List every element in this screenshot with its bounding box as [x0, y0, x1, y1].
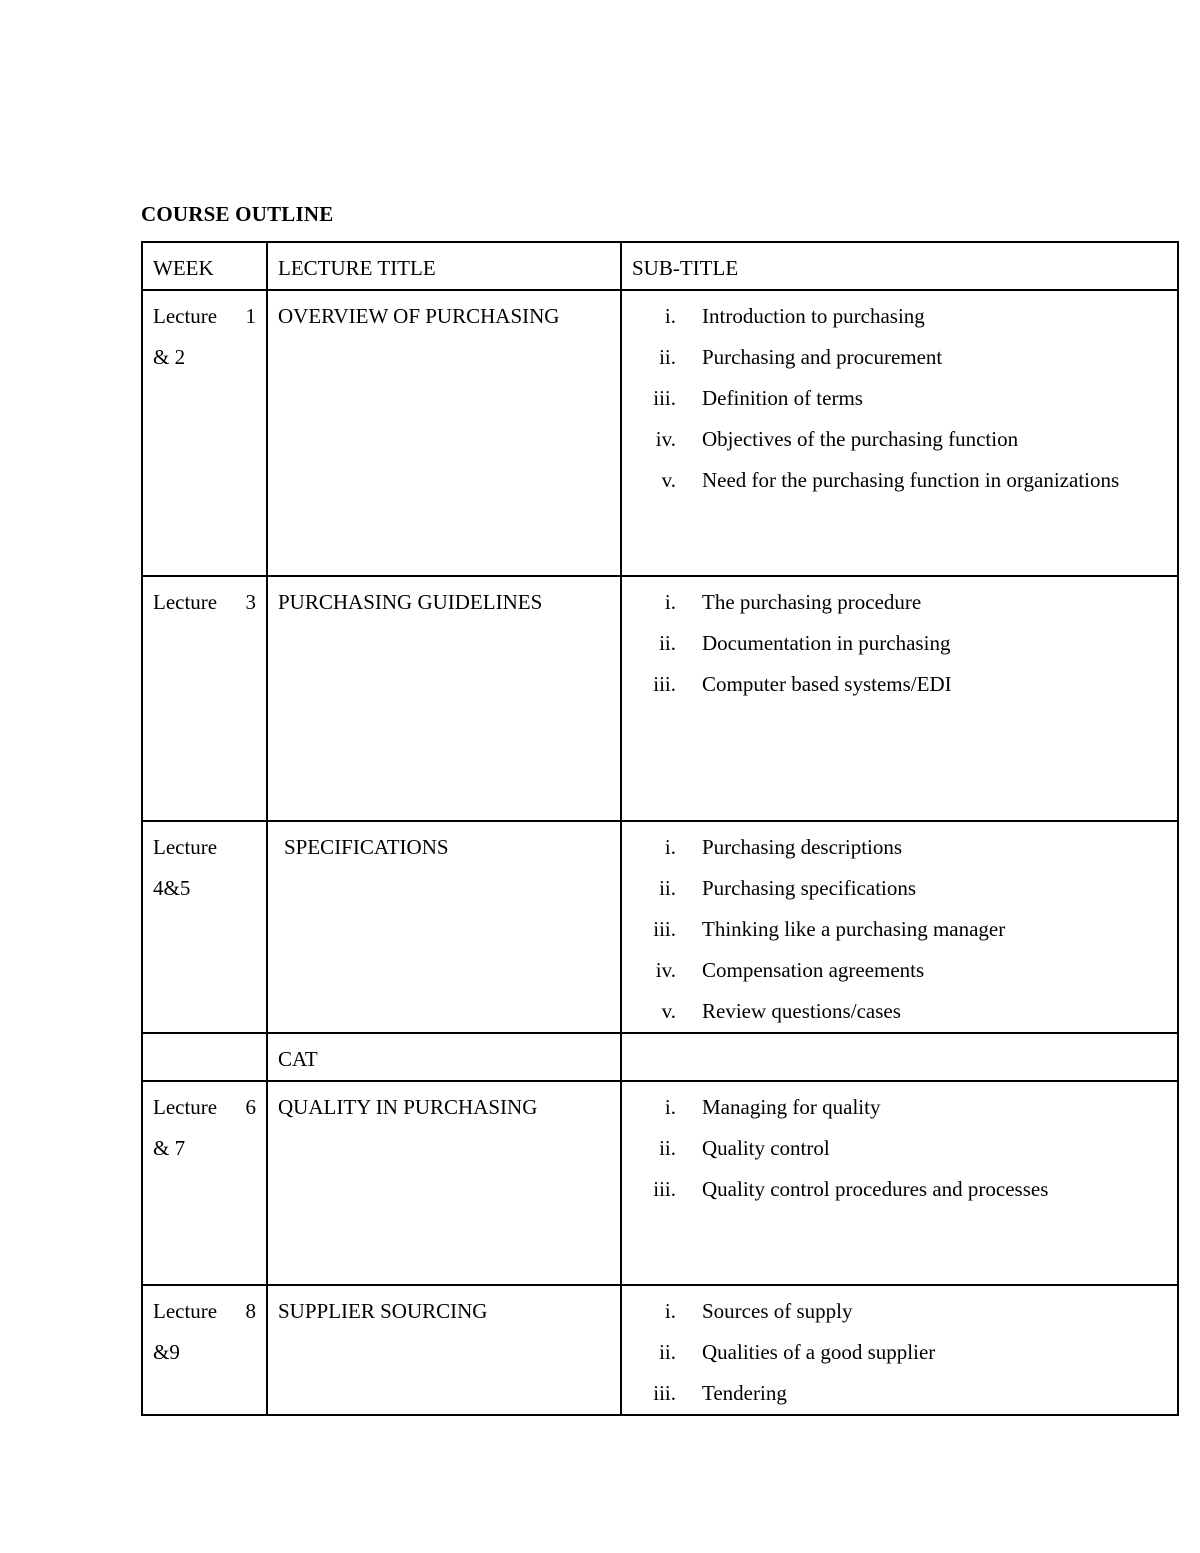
list-item-text: Purchasing specifications [702, 876, 917, 900]
list-item-text: Quality control [702, 1136, 830, 1160]
week-cell [142, 1081, 267, 1285]
lecture-title-cell: QUALITY IN PURCHASING [267, 1081, 621, 1285]
list-item [632, 378, 1167, 419]
list-item-text: Quality control procedures and processes [702, 1177, 1049, 1201]
list-item-text: Introduction to purchasing [702, 304, 925, 328]
list-item [632, 1169, 1167, 1210]
week-line: Lecture [153, 835, 218, 859]
list-item [632, 1087, 1167, 1128]
table-row [142, 290, 1178, 576]
list-item-number: v. [661, 999, 676, 1023]
list-item-number: v. [661, 468, 676, 492]
table-header-row [142, 242, 1178, 290]
list-item-number: iii. [653, 1381, 676, 1405]
list-item-number: iv. [655, 427, 676, 451]
list-item [632, 1128, 1167, 1169]
table-row [142, 821, 1178, 1033]
list-item-text: Tendering [702, 1381, 787, 1405]
week-line: Lecture 3 [153, 590, 256, 614]
list-item-number: i. [664, 835, 676, 859]
list-item-number: i. [664, 1299, 676, 1323]
list-item [632, 1291, 1167, 1332]
list-item-text: Computer based systems/EDI [702, 672, 952, 696]
list-item [632, 950, 1167, 991]
list-item-number: iii. [653, 672, 676, 696]
list-item [632, 623, 1167, 664]
list-item-text: Qualities of a good supplier [702, 1340, 936, 1364]
list-item-number: ii. [659, 345, 676, 369]
lecture-title-cell: SPECIFICATIONS [267, 821, 621, 1033]
week-line: & 7 [153, 1136, 186, 1160]
header-lecture-title: LECTURE TITLE [267, 242, 621, 290]
table-row [142, 576, 1178, 821]
list-item [632, 460, 1167, 501]
header-sub-title: SUB-TITLE [621, 242, 1178, 290]
sub-title-cell [621, 1285, 1178, 1415]
list-item-number: ii. [659, 631, 676, 655]
list-item-text: Thinking like a purchasing manager [702, 917, 1006, 941]
sub-title-cell [621, 821, 1178, 1033]
list-item [632, 827, 1167, 868]
list-item-text: Managing for quality [702, 1095, 881, 1119]
lecture-title-cell: SUPPLIER SOURCING [267, 1285, 621, 1415]
list-item-text: Compensation agreements [702, 958, 925, 982]
list-item-text: Definition of terms [702, 386, 863, 410]
list-item-text: Documentation in purchasing [702, 631, 951, 655]
list-item [632, 296, 1167, 337]
week-line: Lecture 1 [153, 304, 256, 328]
list-item-number: iii. [653, 1177, 676, 1201]
course-outline-table [141, 241, 1179, 1416]
sub-title-cell [621, 290, 1178, 576]
list-item [632, 1332, 1167, 1373]
header-week: WEEK [142, 242, 267, 290]
week-line: Lecture 6 [153, 1095, 256, 1119]
week-line: 4&5 [153, 876, 191, 900]
sub-title-cell [621, 1033, 1178, 1081]
list-item-text: Purchasing descriptions [702, 835, 903, 859]
list-item-number: iii. [653, 917, 676, 941]
lecture-title-cell: CAT [267, 1033, 621, 1081]
list-item-text: Need for the purchasing function in organizations [702, 468, 1120, 492]
list-item-number: i. [664, 304, 676, 328]
list-item-number: ii. [659, 1340, 676, 1364]
list-item-text: Objectives of the purchasing function [702, 427, 1019, 451]
lecture-title-cell: OVERVIEW OF PURCHASING [267, 290, 621, 576]
list-item-number: i. [664, 1095, 676, 1119]
list-item-number: ii. [659, 1136, 676, 1160]
week-cell [142, 290, 267, 576]
list-item-text: Review questions/cases [702, 999, 901, 1023]
list-item [632, 991, 1167, 1032]
list-item [632, 909, 1167, 950]
list-item [632, 1373, 1167, 1414]
list-item-number: ii. [659, 876, 676, 900]
list-item-number: iv. [655, 958, 676, 982]
list-item [632, 419, 1167, 460]
list-item [632, 868, 1167, 909]
lecture-title-cell: PURCHASING GUIDELINES [267, 576, 621, 821]
table-row [142, 1033, 1178, 1081]
page-title: COURSE OUTLINE [141, 202, 334, 226]
week-cell [142, 576, 267, 821]
week-line: & 2 [153, 345, 186, 369]
table-row [142, 1081, 1178, 1285]
list-item-text: The purchasing procedure [702, 590, 922, 614]
list-item [632, 664, 1167, 705]
week-cell [142, 1033, 267, 1081]
list-item-number: i. [664, 590, 676, 614]
week-line: &9 [153, 1340, 180, 1364]
list-item-text: Sources of supply [702, 1299, 853, 1323]
sub-title-cell [621, 576, 1178, 821]
week-cell [142, 1285, 267, 1415]
list-item [632, 582, 1167, 623]
list-item-text: Purchasing and procurement [702, 345, 943, 369]
week-line: Lecture 8 [153, 1299, 256, 1323]
week-cell [142, 821, 267, 1033]
list-item [632, 337, 1167, 378]
table-row [142, 1285, 1178, 1415]
list-item-number: iii. [653, 386, 676, 410]
sub-title-cell [621, 1081, 1178, 1285]
